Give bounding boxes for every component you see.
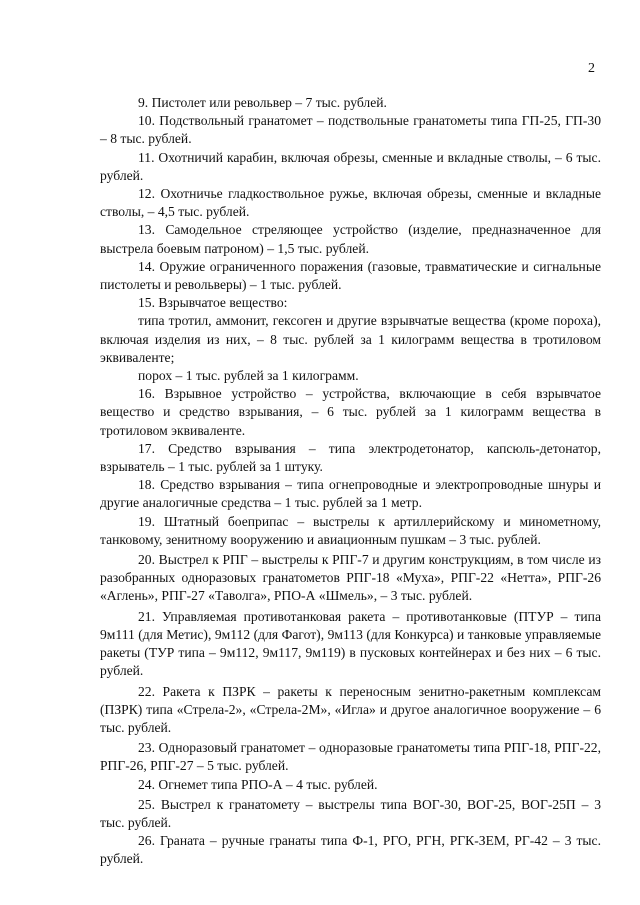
paragraph-item-10: 10. Подствольный гранатомет – подствольные гранатометы типа ГП-25, ГП-30 – 8 тыс. рублей.	[100, 113, 601, 147]
paragraph-15-explosives: типа тротил, аммонит, гексоген и другие взрывчатые вещества (кроме пороха), включая изделия из них, – 8 тыс. рублей за 1 килограмм вещества в тротиловом эквиваленте;	[100, 313, 601, 365]
paragraph-item-12: 12. Охотничье гладкоствольное ружье, включая обрезы, сменные и вкладные стволы, – 4,5 тыс. рублей.	[100, 186, 601, 220]
paragraph-item-23: 23. Одноразовый гранатомет – одноразовые гранатометы типа РПГ-18, РПГ-22, РПГ-26, РПГ-27 – 5 тыс. рублей.	[100, 740, 601, 774]
paragraph-item-19: 19. Штатный боеприпас – выстрелы к артиллерийскому и минометному, танковому, зенитному вооружению и авиационным пушкам – 3 тыс. рублей.	[100, 513, 601, 547]
paragraph-item-17: 17. Средство взрывания – типа электродетонатор, капсюль-детонатор, взрыватель – 1 тыс. рублей за 1 штуку.	[100, 440, 601, 475]
page-number: 2	[588, 61, 595, 76]
paragraph-item-9: 9. Пистолет или револьвер – 7 тыс. рублей.	[138, 95, 387, 110]
paragraph-item-20: 20. Выстрел к РПГ – выстрелы к РПГ-7 и другим конструкциям, в том числе из разобранных одноразовых гранатометов РПГ-18 «Муха», РПГ-22 «Нетта», РПГ-26 «Аглень», РПГ-27 «Таволга», РПО-А «Шмель», – 3 тыс. рублей.	[100, 552, 601, 604]
paragraph-item-11: 11. Охотничий карабин, включая обрезы, сменные и вкладные стволы, – 6 тыс. рублей.	[100, 149, 601, 183]
paragraph-item-22: 22. Ракета к ПЗРК – ракеты к переносным зенитно-ракетным комплексам (ПЗРК) типа «Стрела-2», «Стрела-2М», «Игла» и другое аналогичное вооружение – 6 тыс. рублей.	[100, 683, 601, 735]
paragraph-item-14: 14. Оружие ограниченного поражения (газовые, травматические и сигнальные пистолеты и револьверы) – 1 тыс. рублей.	[100, 258, 601, 293]
paragraph-item-15: 15. Взрывчатое вещество:	[138, 295, 288, 311]
paragraph-item-13: 13. Самодельное стреляющее устройство (изделие, предназначенное для выстрела боевым патроном) – 1,5 тыс. рублей.	[100, 222, 601, 256]
document-body	[100, 94, 601, 869]
paragraph-item-18: 18. Средство взрывания – типа огнепроводные и электропроводные шнуры и другие аналогичные средства – 1 тыс. рублей за 1 метр.	[100, 477, 601, 511]
paragraph-item-24: 24. Огнемет типа РПО-А – 4 тыс. рублей.	[138, 776, 378, 792]
paragraph-item-25: 25. Выстрел к гранатомету – выстрелы типа ВОГ-30, ВОГ-25, ВОГ-25П – 3 тыс. рублей.	[100, 796, 601, 830]
paragraph-item-21: 21. Управляемая противотанковая ракета – противотанковые (ПТУР – типа 9м111 (для Метис), 9м112 (для Фагот), 9м113 (для Конкурса) и танковые управляемые ракеты (ТУР типа – 9м112, 9м117, 9м119) в пусковых контейнерах и без них – 6 тыс. рублей.	[100, 608, 601, 679]
paragraph-item-26: 26. Граната – ручные гранаты типа Ф-1, РГО, РГН, РГК-ЗЕМ, РГ-42 – 3 тыс. рублей.	[100, 833, 601, 867]
paragraph-item-16: 16. Взрывное устройство – устройства, включающие в себя взрывчатое вещество и средство взрывания, – 6 тыс. рублей за 1 килограмм вещества в тротиловом эквиваленте.	[100, 386, 601, 438]
paragraph-15-powder: порох – 1 тыс. рублей за 1 килограмм.	[138, 368, 359, 384]
